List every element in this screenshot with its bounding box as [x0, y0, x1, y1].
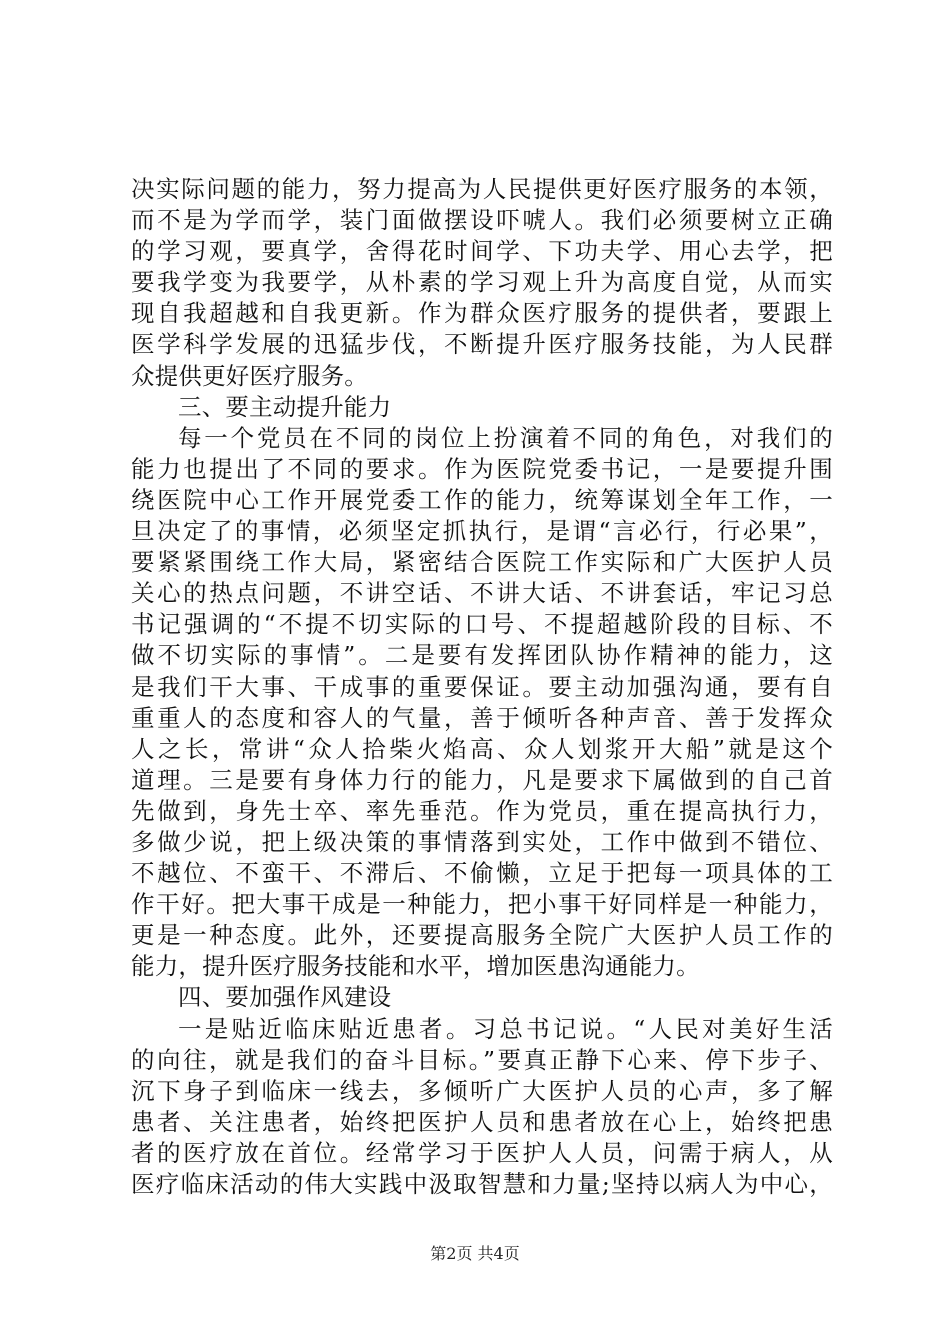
text-line: 重重人的态度和容人的气量，善于倾听各种声音、善于发挥众	[131, 703, 833, 732]
text-line: 而不是为学而学，装门面做摆设吓唬人。我们必须要树立正确	[131, 206, 833, 235]
text-line: 要我学变为我要学，从朴素的学习观上升为高度自觉，从而实	[131, 268, 833, 297]
text-line: 绕医院中心工作开展党委工作的能力，统筹谋划全年工作，一	[131, 485, 833, 514]
text-line: 关心的热点问题，不讲空话、不讲大话、不讲套话，牢记习总	[131, 579, 833, 608]
text-line: 作干好。把大事干成是一种能力，把小事干好同样是一种能力，	[131, 890, 833, 919]
text-line: 做不切实际的事情”。二是要有发挥团队协作精神的能力，这	[131, 641, 833, 670]
section-heading: 四、要加强作风建设	[178, 983, 392, 1012]
text-line: 决实际问题的能力，努力提高为人民提供更好医疗服务的本领，	[131, 175, 833, 203]
text-line: 道理。三是要有身体力行的能力，凡是要求下属做到的自己首	[131, 765, 833, 794]
text-line: 更是一种态度。此外，还要提高服务全院广大医护人员工作的	[131, 921, 833, 950]
text-line: 患者、关注患者，始终把医护人员和患者放在心上，始终把患	[131, 1107, 833, 1136]
text-line: 要紧紧围绕工作大局，紧密结合医院工作实际和广大医护人员	[131, 548, 833, 577]
text-line: 不越位、不蛮干、不滞后、不偷懒，立足于把每一项具体的工	[131, 859, 833, 888]
text-line: 旦决定了的事情，必须坚定抓执行，是谓“言必行，行必果”，	[131, 517, 833, 546]
text-line: 医学科学发展的迅猛步伐，不断提升医疗服务技能，为人民群	[131, 330, 833, 359]
text-line: 的学习观，要真学，舍得花时间学、下功夫学、用心去学，把	[131, 237, 833, 266]
document-body	[131, 174, 833, 1200]
page-number-footer: 第2页 共4页	[430, 1244, 520, 1263]
text-line: 每一个党员在不同的岗位上扮演着不同的角色，对我们的	[178, 423, 833, 452]
text-line: 一是贴近临床贴近患者。习总书记说。“人民对美好生活	[178, 1014, 833, 1043]
text-line: 能力也提出了不同的要求。作为医院党委书记，一是要提升围	[131, 454, 833, 483]
text-line: 现自我超越和自我更新。作为群众医疗服务的提供者，要跟上	[131, 299, 833, 328]
text-line: 书记强调的“不提不切实际的口号、不提超越阶段的目标、不	[131, 610, 833, 639]
text-line: 能力，提升医疗服务技能和水平，增加医患沟通能力。	[131, 952, 700, 981]
text-line: 医疗临床活动的伟大实践中汲取智慧和力量;坚持以病人为中心，	[131, 1170, 833, 1198]
text-line: 先做到，身先士卒、率先垂范。作为党员，重在提高执行力，	[131, 796, 833, 825]
text-line: 人之长，常讲“众人拾柴火焰高、众人划浆开大船”就是这个	[131, 734, 833, 763]
text-line: 是我们干大事、干成事的重要保证。要主动加强沟通，要有自	[131, 672, 833, 701]
text-line: 多做少说，把上级决策的事情落到实处，工作中做到不错位、	[131, 827, 833, 856]
text-line: 者的医疗放在首位。经常学习于医护人人员，问需于病人，从	[131, 1138, 833, 1167]
text-line: 的向往，就是我们的奋斗目标。”要真正静下心来、停下步子、	[131, 1045, 833, 1074]
text-line: 众提供更好医疗服务。	[131, 361, 368, 390]
section-heading: 三、要主动提升能力	[178, 392, 392, 421]
text-line: 沉下身子到临床一线去，多倾听广大医护人员的心声，多了解	[131, 1076, 833, 1105]
